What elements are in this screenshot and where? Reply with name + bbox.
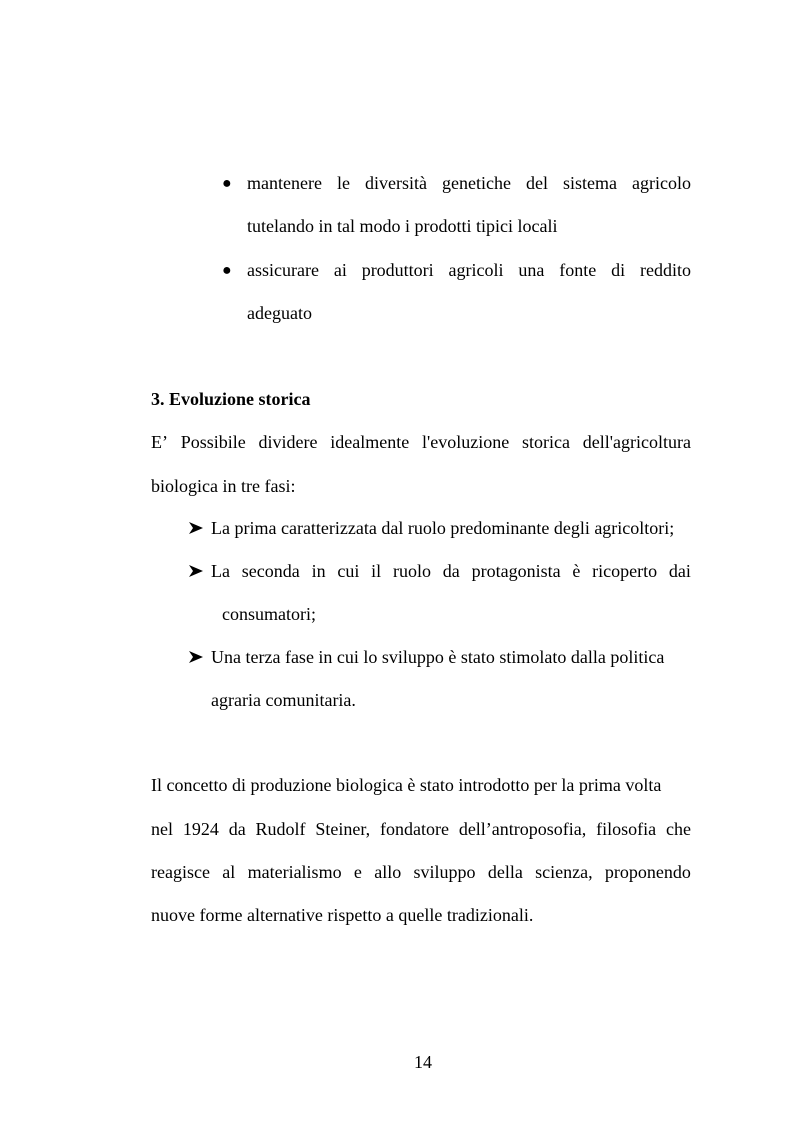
word: assicurare (247, 260, 319, 280)
word: idealmente (330, 432, 410, 452)
word: dividere (258, 432, 318, 452)
word: E’ (151, 432, 168, 452)
word: della (487, 862, 523, 882)
paragraph-line-3 (151, 861, 691, 883)
page-number: 14 (414, 1052, 432, 1072)
word: ricoperto (592, 561, 658, 581)
word: l'evoluzione (422, 432, 510, 452)
intro-line-1 (151, 431, 691, 453)
word: che (665, 819, 691, 839)
intro-line-2: biologica in tre fasi: (151, 476, 296, 496)
word: diversità (364, 173, 427, 193)
word: dai (668, 561, 691, 581)
phase-2-line-2: consumatori; (222, 604, 316, 624)
word: protagonista (471, 561, 561, 581)
bullet-dot: ● (222, 262, 232, 279)
word: La (211, 561, 230, 581)
word: storica (522, 432, 570, 452)
paragraph-line-1: Il concetto di produzione biologica è stato introdotto per la prima volta (151, 775, 662, 795)
word: ruolo (392, 561, 431, 581)
bullet-1-line-2: tutelando in tal modo i prodotti tipici locali (247, 216, 558, 236)
word: è (572, 561, 581, 581)
word: scienza, (535, 862, 593, 882)
word: reagisce (151, 862, 210, 882)
phase-2-line-1 (211, 560, 691, 582)
section-heading: 3. Evoluzione storica (151, 389, 311, 409)
word: da (228, 819, 246, 839)
word: mantenere (247, 173, 322, 193)
word: il (371, 561, 382, 581)
bullet-1-line-1 (247, 172, 691, 194)
word: di (611, 260, 626, 280)
word: genetiche (441, 173, 511, 193)
bullet-dot: ● (222, 175, 232, 192)
word: reddito (639, 260, 691, 280)
paragraph-line-2 (151, 818, 691, 840)
phase-3-line-1: Una terza fase in cui lo sviluppo è stato stimolato dalla politica (211, 647, 665, 667)
phase-1-line-1: La prima caratterizzata dal ruolo predominante degli agricoltori; (211, 518, 675, 538)
word: proponendo (604, 862, 691, 882)
word: sviluppo (413, 862, 476, 882)
word: 1924 (182, 819, 219, 839)
arrow-bullet-icon (189, 560, 203, 577)
word: fonte (559, 260, 597, 280)
arrow-bullet-icon (189, 517, 203, 534)
word: al (222, 862, 236, 882)
word: Steiner, (315, 819, 371, 839)
word: dell’antroposofia, (458, 819, 587, 839)
word: ai (333, 260, 347, 280)
word: agricolo (632, 173, 691, 193)
word: materialismo (247, 862, 342, 882)
word: le (336, 173, 350, 193)
word: in (311, 561, 326, 581)
word: allo (374, 862, 402, 882)
word: filosofia (596, 819, 657, 839)
word: da (442, 561, 460, 581)
bullet-2-line-1 (247, 259, 691, 281)
word: fondatore (380, 819, 449, 839)
paragraph-line-4: nuove forme alternative rispetto a quelle tradizionali. (151, 905, 534, 925)
word: Possibile (180, 432, 246, 452)
word: agricoli (448, 260, 504, 280)
word: seconda (241, 561, 300, 581)
word: cui (337, 561, 360, 581)
word: dell'agricoltura (582, 432, 691, 452)
word: una (518, 260, 545, 280)
word: sistema (562, 173, 617, 193)
word: nel (151, 819, 173, 839)
bullet-2-line-2: adeguato (247, 303, 312, 323)
phase-3-line-2: agraria comunitaria. (211, 690, 356, 710)
word: e (353, 862, 362, 882)
arrow-bullet-icon (189, 646, 203, 663)
word: produttori (361, 260, 434, 280)
word: Rudolf (255, 819, 306, 839)
word: del (525, 173, 548, 193)
